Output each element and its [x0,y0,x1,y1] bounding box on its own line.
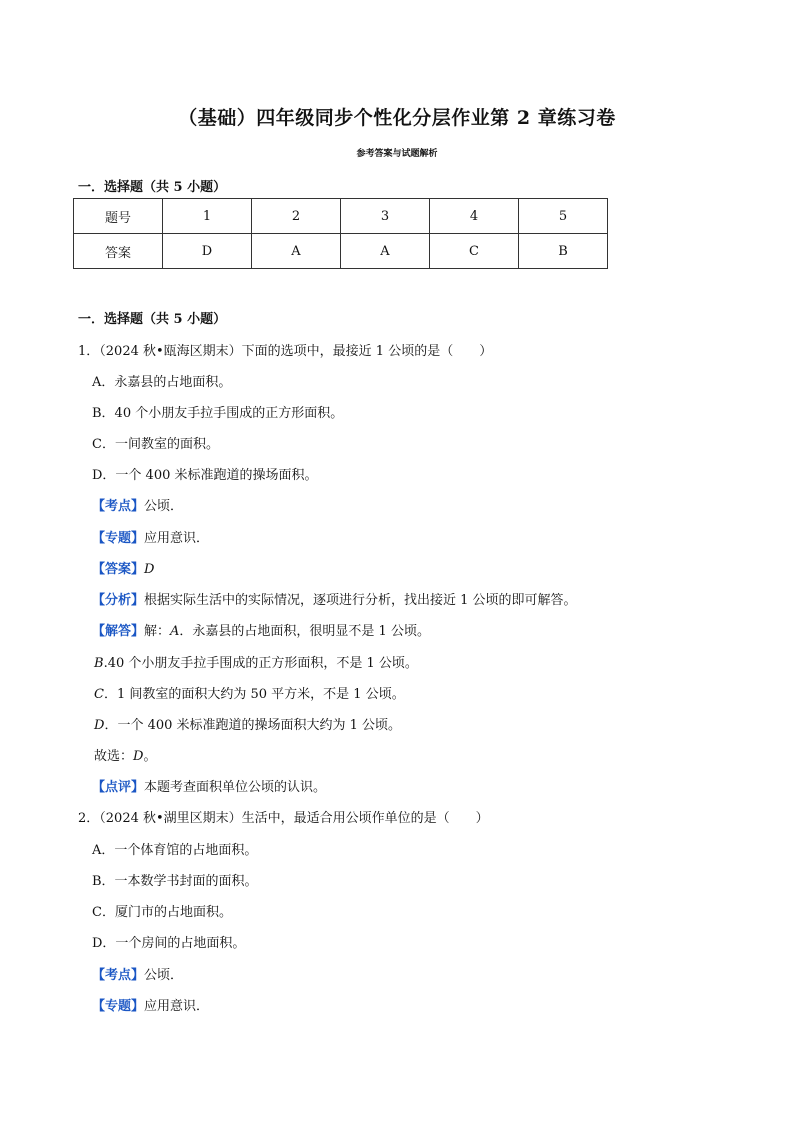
table-row-numbers [74,199,608,234]
table-cell-number: 3 [341,199,430,234]
zhuanti-tag: 【专题】 [92,999,145,1014]
question-1-jieda [92,620,430,639]
question-2-stem: 2．（2024 秋•湖里区期末）生活中，最适合用公顷作单位的是（ ） [78,811,489,826]
question-1-option-d: D．一个 400 米标准跑道的操场面积。 [92,468,318,483]
table-row-answers [74,234,608,269]
table-cell-answer: A [252,234,341,269]
question-1-jieda-c [94,683,405,702]
guxuan-prefix: 故选： [94,749,134,764]
jieda-d-letter: D [94,718,105,733]
zhuanti-text: 应用意识． [144,999,210,1014]
fenxi-tag: 【分析】 [92,593,145,608]
question-2-option-a: A．一个体育馆的占地面积。 [92,843,258,858]
kaodian-tag: 【考点】 [92,499,145,514]
fenxi-text: 根据实际生活中的实际情况，逐项进行分析，找出接近 1 公顷的即可解答。 [144,593,577,608]
zhuanti-text: 应用意识． [144,531,210,546]
jieda-b-text: .40 个小朋友手拉手围成的正方形面积，不是 1 公顷。 [103,656,418,671]
question-2-zhuanti [92,995,209,1014]
question-2-option-d: D．一个房间的占地面积。 [92,936,246,951]
question-1-stem: 1．（2024 秋•瓯海区期末）下面的选项中，最接近 1 公顷的是（ ） [78,344,493,359]
section-heading: 一．选择题（共 5 小题） [78,180,227,195]
question-1-jieda-d [94,714,401,733]
table-cell-number: 1 [163,199,252,234]
kaodian-text: 公顷． [144,499,184,514]
section-heading-2: 一．选择题（共 5 小题） [78,312,227,327]
table-cell-number: 4 [430,199,519,234]
question-1-guxuan [94,745,156,764]
table-header-answer: 答案 [74,234,163,269]
question-1-zhuanti [92,527,209,546]
question-1-fenxi [92,589,577,608]
table-cell-answer: A [341,234,430,269]
daan-tag: 【答案】 [92,562,145,577]
jieda-tag: 【解答】 [92,624,145,639]
question-1-kaodian [92,495,183,514]
table-cell-number: 2 [252,199,341,234]
question-1-option-b: B．40 个小朋友手拉手围成的正方形面积。 [92,406,344,421]
answer-table [73,198,608,269]
daan-text: D [144,562,155,577]
kaodian-text: 公顷． [144,968,184,983]
table-cell-answer: D [163,234,252,269]
table-cell-answer: B [519,234,608,269]
jieda-prefix: 解： [144,624,171,639]
jieda-b-letter: B [94,656,104,671]
table-header-number: 题号 [74,199,163,234]
question-2-option-c: C．厦门市的占地面积。 [92,905,232,920]
jieda-c-letter: C [94,687,104,702]
question-1-dianping [92,776,326,795]
document-title: （基础）四年级同步个性化分层作业第 2 章练习卷 [178,107,616,129]
guxuan-suffix: 。 [143,749,157,764]
question-2-option-b: B．一本数学书封面的面积。 [92,874,258,889]
question-1-daan [92,558,154,577]
zhuanti-tag: 【专题】 [92,531,145,546]
jieda-d-text: ．一个 400 米标准跑道的操场面积大约为 1 公顷。 [104,718,402,733]
dianping-text: 本题考查面积单位公顷的认识。 [144,780,327,795]
document-subtitle: 参考答案与试题解析 [356,149,438,159]
question-2-kaodian [92,964,183,983]
question-1-option-c: C．一间教室的面积。 [92,437,219,452]
jieda-a-text: ．永嘉县的占地面积，很明显不是 1 公顷。 [179,624,430,639]
table-cell-answer: C [430,234,519,269]
kaodian-tag: 【考点】 [92,968,145,983]
question-1-option-a: A．永嘉县的占地面积。 [92,375,232,390]
table-cell-number: 5 [519,199,608,234]
jieda-c-text: ．1 间教室的面积大约为 50 平方米，不是 1 公顷。 [103,687,405,702]
guxuan-letter: D [133,749,144,764]
jieda-a-letter: A [170,624,180,639]
question-1-jieda-b [94,652,418,671]
dianping-tag: 【点评】 [92,780,145,795]
